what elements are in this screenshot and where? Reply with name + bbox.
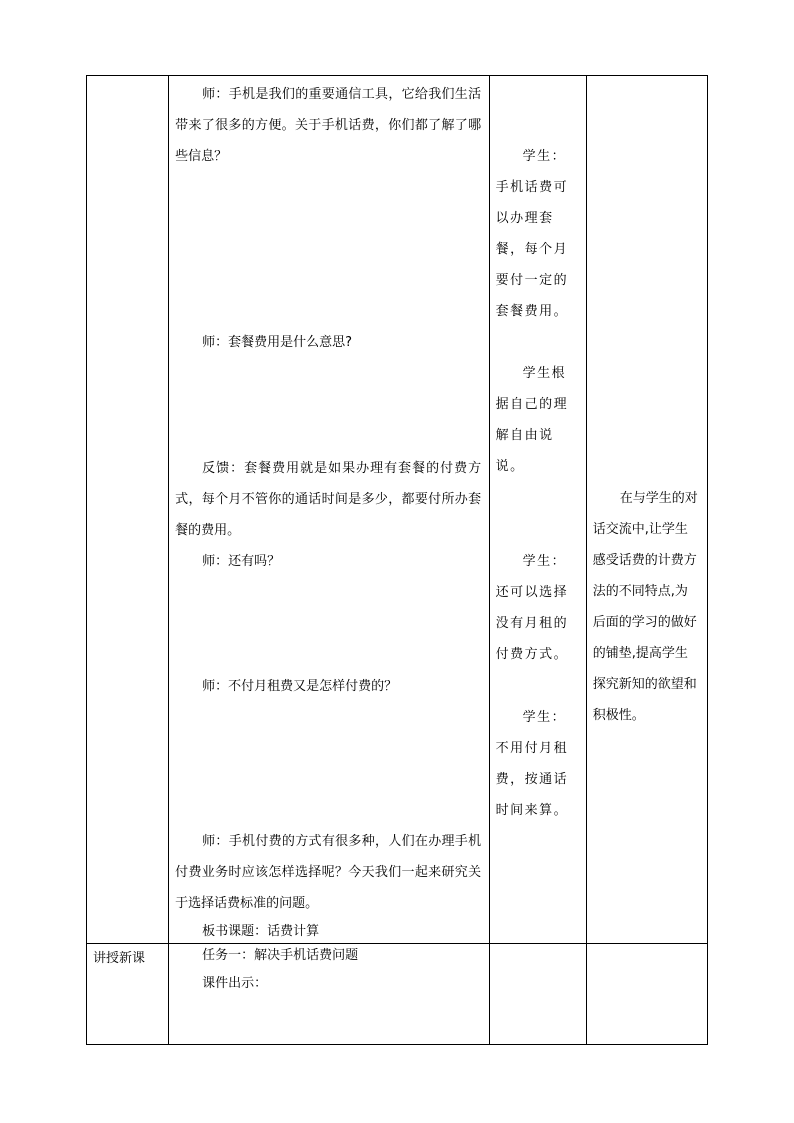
courseware-label: 课件出示： <box>202 976 268 991</box>
table-row <box>87 76 708 944</box>
teacher-paragraph: 师：手机付费的方式有很多种，人们在办理手机付费业务时应该怎样选择呢？今天我们一起来研究关于选择话费标准的问题。 <box>175 834 482 911</box>
feedback-paragraph: 反馈：套餐费用就是如果办理有套餐的付费方式，每个月不管你的通话时间是多少，都要付所办套餐的费用。 <box>175 461 482 538</box>
section-cell <box>87 76 169 944</box>
task-heading: 任务一：解决手机话费问题 <box>202 948 359 963</box>
student-activity-cell <box>489 76 586 944</box>
student-paragraph: 学生：不用付月租费，按通话时间来算。 <box>495 710 569 818</box>
section-cell <box>87 944 169 1045</box>
section-label: 讲授新课 <box>93 951 146 966</box>
teacher-paragraph: 师：还有吗？ <box>202 554 281 569</box>
teacher-paragraph: 师：套餐费用是什么意思? <box>202 335 353 350</box>
teacher-paragraph: 师：不付月租费又是怎样付费的？ <box>202 679 398 694</box>
design-intent-cell <box>586 944 707 1045</box>
board-title-paragraph: 板书课题：话费计算 <box>202 924 320 939</box>
teacher-activity-cell <box>169 76 490 944</box>
student-paragraph: 学生：手机话费可以办理套餐，每个月要付一定的套餐费用。 <box>495 149 569 319</box>
lesson-plan-table <box>86 75 708 1045</box>
student-paragraph: 学生：还可以选择没有月租的付费方式。 <box>495 554 569 662</box>
student-paragraph: 学生根据自己的理解自由说说。 <box>495 366 569 474</box>
teacher-activity-cell <box>169 944 490 1045</box>
student-activity-cell <box>489 944 586 1045</box>
design-intent-cell <box>586 76 707 944</box>
design-intent-paragraph: 在与学生的对话交流中,让学生感受话费的计费方法的不同特点,为后面的学习的做好的铺垫,提高学生探究新知的欲望和积极性。 <box>592 491 698 723</box>
teacher-paragraph: 师：手机是我们的重要通信工具，它给我们生活带来了很多的方便。关于手机话费，你们都了解了哪些信息？ <box>175 87 482 164</box>
table-row <box>87 944 708 1045</box>
